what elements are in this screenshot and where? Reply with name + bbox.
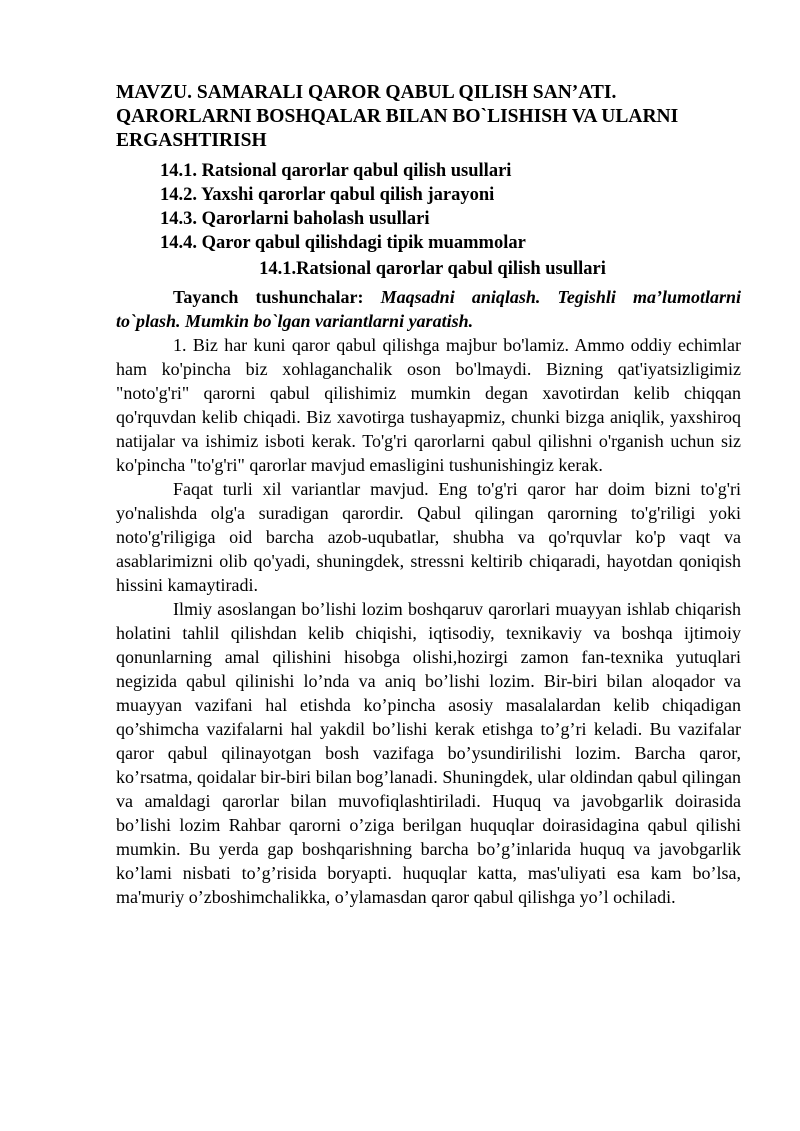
document-title: MAVZU. SAMARALI QAROR QABUL QILISH SAN’ATI. QARORLARNI BOSHQALAR BILAN BO`LISHISH VA ULARNI ERGASHTIRISH [116,82,679,151]
body-paragraph: Faqat turli xil variantlar mavjud. Eng to'g'ri qaror har doim bizni to'g'ri yo'nalishda olg'a suradigan qarordir. Qabul qilingan qarorning to'g'riligi yoki noto'g'riligiga oid barcha azob-uqubatlar, shubha va qo'rquvlar ko'p vaqt va asablarimizni olib qo'yadi, shuningdek, stressni keltirib chiqaradi, hayotdan qoniqish hissini kamaytiradi. [116,479,741,595]
keywords-label: Tayanch tushunchalar: [173,287,364,307]
outline-item: 14.4. Qaror qabul qilishdagi tipik muammolar [160,233,526,253]
document-page [116,81,741,909]
body-paragraph: Ilmiy asoslangan bo’lishi lozim boshqaruv qarorlari muayyan ishlab chiqarish holatini tahlil qilishdan kelib chiqishi, iqtisodiy, texnikaviy va boshqa ijtimoiy qonunlarning amal qilishini hisobga olishi,hozirgi zamon fan-texnika yutuqlari negizida qabul qilinishi lo’nda va aniq bo’lishi lozim. Bir-biri bilan aloqador va muayyan vazifani hal etishda ko’pincha asosiy masalalardan kelib chiqadigan qo’shimcha vazifalarni hal yakdil bo’lishi kerak etishga to’g’ri keladi. Bu vazifalar qaror qabul qilinayotgan bosh vazifaga bo’ysundirilishi lozim. Barcha qaror, ko’rsatma, qoidalar bir-biri bilan bog’lanadi. Shuningdek, ular oldindan qabul qilingan va amaldagi qarorlar bilan muvofiqlashtiriladi. Huquq va javobgarlik doirasida bo’lishi lozim Rahbar qarorni o’ziga berilgan huquqlar doirasidagina qabul qilishi mumkin. Bu yerda gap boshqarishning barcha bo’g’inlarida huquq va javobgarlik ko’lami nisbati to’g’risida boryapti. huquqlar katta, mas'uliyati esa kam bo’lsa, ma'muriy o’zboshimchalikka, o’ylamasdan qaror qabul qilishga yo’l ochiladi. [116,599,741,907]
keywords-paragraph [116,285,741,333]
outline-item: 14.2. Yaxshi qarorlar qabul qilish jarayoni [160,185,495,205]
topic-outline [116,159,741,255]
outline-item: 14.3. Qarorlarni baholash usullari [160,209,430,229]
outline-item: 14.1. Ratsional qarorlar qabul qilish usullari [160,161,512,181]
body-paragraph: 1. Biz har kuni qaror qabul qilishga majbur bo'lamiz. Ammo oddiy echimlar ham ko'pincha biz xohlaganchalik oson bo'lmaydi. Bizning qat'iyatsizligimiz "noto'g'ri" qarorni qabul qilishimiz mumkin degan xavotirdan kelib chiqqan qo'rquvdan kelib chiqadi. Biz xavotirga tushayapmiz, chunki bizga aniqlik, yaxshiroq natijalar va ishimiz isboti kerak. To'g'ri qarorlarni qabul qilishni o'rganish uchun siz ko'pincha "to'g'ri" qarorlar mavjud emasligini tushunishingiz kerak. [116,335,741,475]
section-heading: 14.1.Ratsional qarorlar qabul qilish usullari [259,259,606,279]
keywords-text: Maqsadni aniqlash. Tegishli ma’lumotlarni to`plash. Mumkin bo`lgan variantlarni yaratish. [116,287,742,331]
